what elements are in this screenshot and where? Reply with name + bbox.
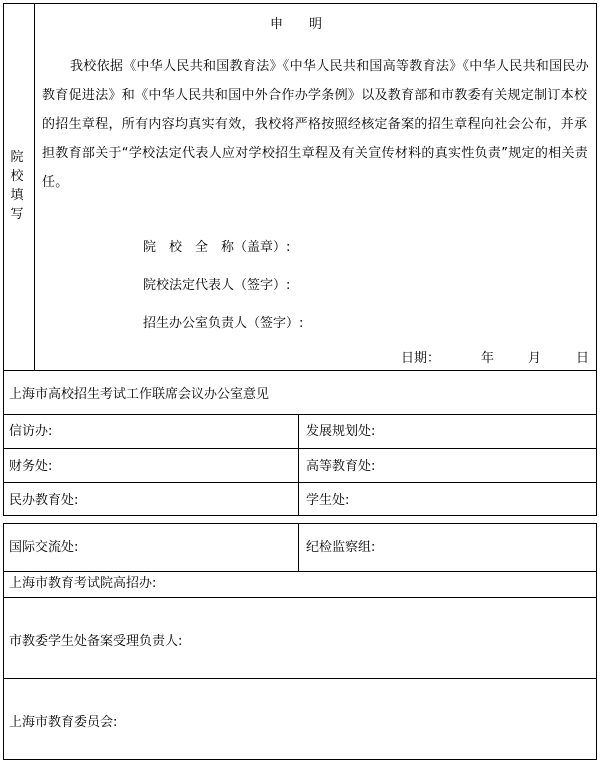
divider-row2 [3,448,597,449]
left-border-lower [3,523,4,760]
statement-title: 申 明 [270,17,323,32]
discipline-group-field: 纪检监察组: [306,540,376,555]
divider-student-dept [3,597,597,598]
petition-office-field: 信访办: [9,424,53,439]
intl-exchange-field: 国际交流处: [9,540,79,555]
divider-office [3,370,597,371]
divider-exam-office [3,571,597,572]
legal-rep-field: 院校法定代表人（签字）: [143,278,291,293]
higher-edu-dept-field: 高等教育处: [306,459,376,474]
divider-page-break-bottom [3,523,597,524]
date-month: 月 [528,351,542,366]
office-title: 上海市高校招生考试工作联席会议办公室意见 [9,387,270,402]
exam-office-field: 上海市教育考试院高招办: [9,576,157,591]
student-dept-field: 学生处: [306,493,350,508]
date-year: 年 [481,351,495,366]
finance-dept-field: 财务处: [9,459,53,474]
bottom-border [3,759,597,760]
side-label: 院 校 填 写 [10,150,24,222]
divider-row1 [3,414,597,415]
student-dept-filing-field: 市教委学生处备案受理负责人: [9,634,183,649]
commission-field: 上海市教育委员会: [9,715,118,730]
side-label-divider [34,3,35,370]
date-label: 日期： [401,351,441,366]
divider-commission [3,678,597,679]
private-edu-dept-field: 民办教育处: [9,493,79,508]
top-border [3,3,597,4]
statement-body [42,52,594,197]
col-divider-1 [298,414,299,515]
left-border-upper [3,3,4,515]
school-name-field: 院 校 全 称（盖章）: [143,240,291,255]
statement-body-text: 我校依据《中华人民共和国教育法》《中华人民共和国高等教育法》《中华人民共和国民办教育促进法》和《中华人民共和国中外合作办学条例》以及教育部和市教委有关规定制订本校的招生章程，所有内容均真实有效，我校将严格按照经核定备案的招生章程向社会公布，并承担教育部关于“学校法定代表人应对学校招生章程及有关宣传材料的真实性负责”规定的相关责任。 [42,59,590,190]
right-border-lower [596,523,597,760]
planning-dept-field: 发展规划处: [306,424,376,439]
admissions-head-field: 招生办公室负责人（签字）: [143,316,304,331]
divider-row3 [3,482,597,483]
date-day: 日 [576,351,590,366]
right-border-upper [596,3,597,515]
divider-page-break-top [3,515,597,516]
col-divider-2 [298,523,299,571]
